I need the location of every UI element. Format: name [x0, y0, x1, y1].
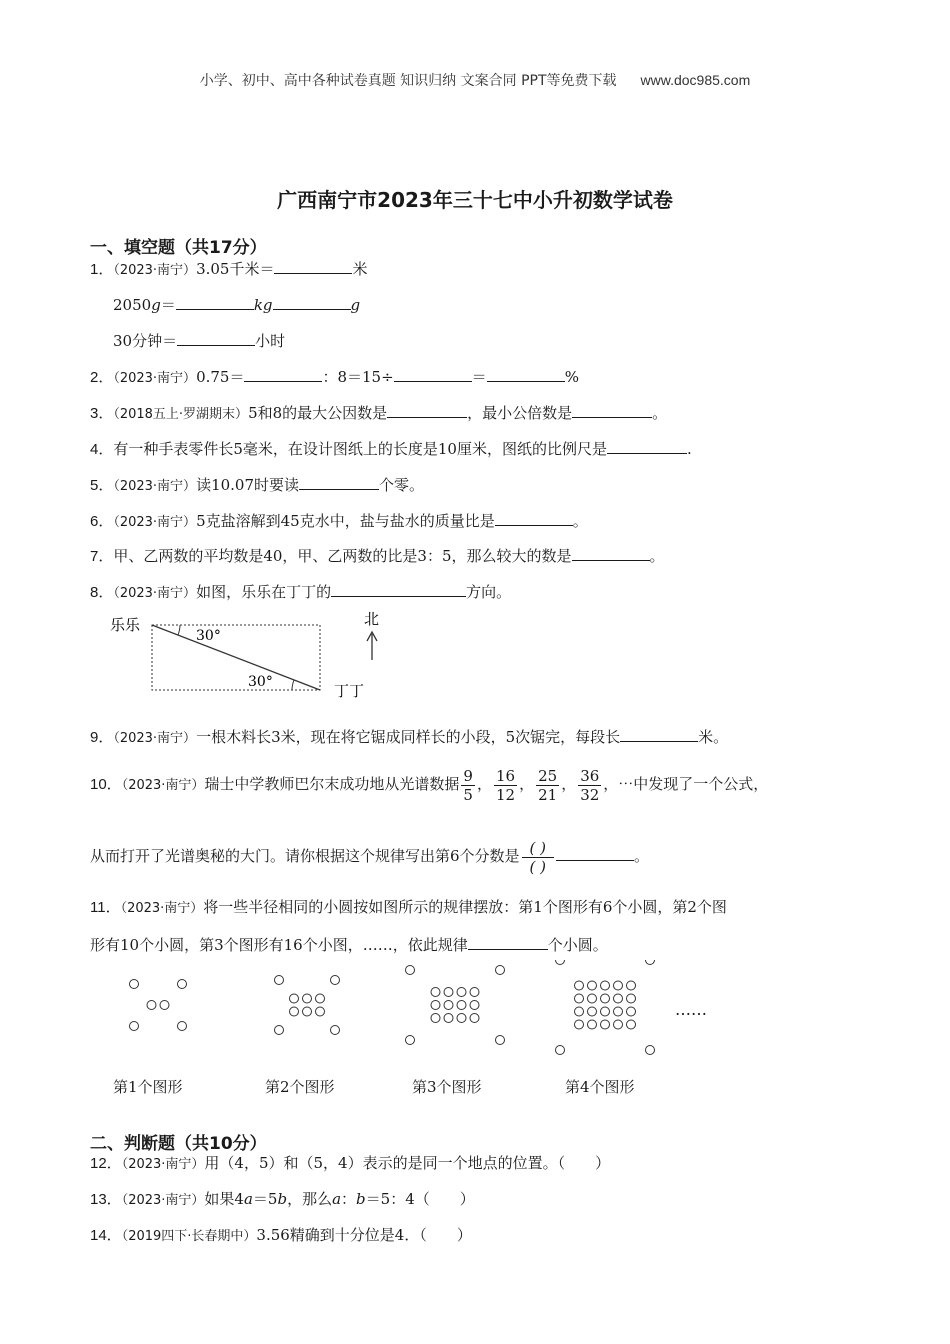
- q-source: （2019四下·长春期中）: [121, 1229, 257, 1244]
- question-12: [90, 1153, 610, 1175]
- corner-circle: [496, 1036, 505, 1045]
- inner-circle: [627, 1020, 636, 1029]
- inner-circle: [627, 994, 636, 1003]
- corner-circle: [646, 1046, 655, 1055]
- angle-arc-bottom: [292, 680, 294, 690]
- denominator: 5: [463, 785, 473, 804]
- inner-circle: [470, 988, 479, 997]
- q-text: ，: [476, 775, 492, 793]
- answer-blank[interactable]: [177, 330, 255, 346]
- inner-circle: [601, 994, 610, 1003]
- page-header: [0, 70, 950, 90]
- denominator: 32: [580, 785, 600, 804]
- question-9: [90, 726, 728, 749]
- fraction-answer[interactable]: [522, 839, 554, 876]
- header-text: 小学、初中、高中各种试卷真题 知识归纳 文案合同 PPT等免费下载: [199, 73, 617, 89]
- question-11: [90, 897, 727, 919]
- question-1: [90, 258, 367, 281]
- corner-circle: [331, 976, 340, 985]
- answer-blank[interactable]: [468, 934, 548, 950]
- question-10-line-2: [90, 836, 649, 876]
- numerator: 36: [580, 766, 600, 785]
- q-text: ，⋯中发现了一个公式，: [603, 775, 769, 793]
- answer-blank[interactable]: [620, 726, 698, 742]
- angle-arc-top: [178, 625, 180, 635]
- q-text: b: [356, 1190, 366, 1208]
- inner-circle: [588, 1007, 597, 1016]
- q-text: 5和8的最大公因数是: [248, 404, 388, 422]
- inner-circle: [444, 1001, 453, 1010]
- inner-circle: [303, 1007, 312, 1016]
- q-source: （2023·南宁）: [113, 263, 197, 278]
- inner-circle: [444, 988, 453, 997]
- figure-label-2: 第2个图形: [265, 1078, 335, 1096]
- inner-circle: [290, 994, 299, 1003]
- fraction: [494, 767, 517, 804]
- inner-circle: [444, 1014, 453, 1023]
- q-number: 5．: [90, 477, 114, 494]
- q-text: 方向。: [466, 583, 512, 601]
- question-10: [90, 764, 768, 806]
- q-text: 5克盐溶解到45克水中，盐与盐水的质量比是: [196, 512, 495, 530]
- q-number: 3．: [90, 405, 114, 422]
- q-number: 2．: [90, 369, 114, 386]
- question-13: [90, 1189, 475, 1211]
- label-north: 北: [364, 610, 380, 628]
- q-text: ＝5：4（ ）: [365, 1190, 475, 1208]
- q-text: 个小圆。: [547, 936, 608, 954]
- answer-blank[interactable]: [299, 474, 379, 490]
- question-6: [90, 510, 588, 533]
- inner-circle: [588, 981, 597, 990]
- q-number: 1．: [90, 261, 114, 278]
- diagonal-line: [152, 625, 320, 690]
- answer-blank[interactable]: [394, 366, 472, 382]
- fraction: [461, 767, 475, 804]
- q-source: （2023·南宁）: [113, 731, 197, 746]
- figure-label-4: 第4个图形: [565, 1078, 635, 1096]
- question-7: [90, 545, 665, 567]
- q-text: 米: [352, 260, 368, 278]
- answer-blank[interactable]: [556, 845, 634, 861]
- q-number: 6．: [90, 513, 114, 530]
- circle-pattern-figure: [100, 960, 720, 1065]
- q-source: （2023·南宁）: [113, 515, 197, 530]
- q-number: 12．: [90, 1155, 122, 1172]
- q-text: 个零。: [379, 476, 425, 494]
- label-dingding: 丁丁: [334, 682, 365, 700]
- q-number: 4．: [90, 441, 114, 458]
- numerator: 9: [463, 766, 473, 785]
- q-text: a: [332, 1190, 342, 1208]
- corner-circle: [130, 980, 139, 989]
- q-text: 形有10个小圆，第3个图形有16个小图，……，依此规律: [90, 936, 468, 954]
- q-text: ＝5: [252, 1190, 278, 1208]
- q-text: 。: [649, 547, 665, 565]
- inner-circle: [316, 994, 325, 1003]
- inner-circle: [457, 988, 466, 997]
- q-text: 将一些半径相同的小圆按如图所示的规律摆放：第1个图形有6个小圆，第2个图: [203, 898, 727, 916]
- inner-circle: [575, 981, 584, 990]
- answer-blank[interactable]: [176, 294, 254, 310]
- inner-circle: [290, 1007, 299, 1016]
- corner-circle: [275, 976, 284, 985]
- direction-figure: [108, 608, 398, 703]
- inner-circle: [601, 981, 610, 990]
- q-text: %: [564, 368, 579, 386]
- q-source: （2023·南宁）: [113, 479, 197, 494]
- section-fill-in: 一、填空题（共17分）: [90, 238, 267, 258]
- q-source: （2018五上·罗湖期末）: [113, 407, 249, 422]
- question-1-line-3: [113, 330, 285, 351]
- inner-circle: [147, 1001, 156, 1010]
- q-text: 0.75＝: [196, 368, 245, 386]
- question-11-line-2: [90, 934, 608, 955]
- inner-circle: [627, 981, 636, 990]
- denominator: ( ): [529, 857, 547, 876]
- label-angle-2: 30°: [248, 674, 273, 690]
- numerator: 16: [495, 766, 516, 785]
- answer-blank[interactable]: [387, 402, 467, 418]
- inner-circle: [470, 1001, 479, 1010]
- q-number: 14．: [90, 1227, 122, 1244]
- q-text: 一根木料长3米，现在将它锯成同样长的小段，5次锯完，每段长: [196, 728, 621, 746]
- q-number: 11．: [90, 899, 121, 916]
- q-number: 8．: [90, 584, 114, 601]
- q-source: （2023·南宁）: [121, 778, 205, 793]
- q-source: （2023·南宁）: [120, 901, 204, 916]
- answer-blank[interactable]: [572, 402, 652, 418]
- answer-blank[interactable]: [274, 258, 352, 274]
- inner-circle: [431, 1014, 440, 1023]
- inner-circle: [614, 981, 623, 990]
- answer-blank[interactable]: [572, 545, 650, 561]
- inner-circle: [588, 1020, 597, 1029]
- answer-blank[interactable]: [607, 438, 687, 454]
- inner-circle: [457, 1014, 466, 1023]
- q-text: ，最小公倍数是: [467, 404, 573, 422]
- q-number: 9．: [90, 729, 114, 746]
- header-site: www.doc985.com: [640, 72, 751, 88]
- inner-circle: [601, 1007, 610, 1016]
- question-4: [90, 438, 692, 460]
- inner-circle: [457, 1001, 466, 1010]
- q-text: 如图，乐乐在丁丁的: [196, 583, 332, 601]
- q-text: g: [350, 296, 361, 314]
- q-number: 7．: [90, 548, 114, 565]
- q-text: ，: [561, 775, 577, 793]
- q-text: 小时: [255, 332, 286, 350]
- inner-circle: [614, 1020, 623, 1029]
- q-text: 读10.07时要读: [196, 476, 300, 494]
- q-text: 2050: [113, 296, 152, 314]
- q-text: 如果4: [204, 1190, 244, 1208]
- q-source: （2023·南宁）: [113, 586, 197, 601]
- q-text: kg: [253, 296, 273, 314]
- fraction: [578, 767, 601, 804]
- answer-blank[interactable]: [331, 581, 466, 597]
- q-text: ＝: [160, 296, 176, 314]
- inner-circle: [431, 988, 440, 997]
- q-text: ，那么: [287, 1190, 333, 1208]
- inner-circle: [316, 1007, 325, 1016]
- figure-label-1: 第1个图形: [113, 1078, 183, 1096]
- q-text: 用（4，5）和（5，4）表示的是同一个地点的位置。（ ）: [204, 1154, 611, 1172]
- q-text: ＝: [471, 368, 487, 386]
- q-text: .: [686, 440, 692, 458]
- q-text: 3.05千米＝: [196, 260, 275, 278]
- q-text: ：: [341, 1190, 357, 1208]
- answer-blank[interactable]: [273, 294, 351, 310]
- question-3: [90, 402, 667, 425]
- fraction: [536, 767, 559, 804]
- inner-circle: [575, 994, 584, 1003]
- pattern-ellipsis: ……: [675, 1000, 707, 1019]
- inner-circle: [160, 1001, 169, 1010]
- corner-circle: [275, 1026, 284, 1035]
- answer-blank[interactable]: [495, 510, 573, 526]
- corner-circle: [130, 1022, 139, 1031]
- q-text: g: [151, 296, 161, 314]
- inner-circle: [303, 994, 312, 1003]
- inner-circle: [575, 1020, 584, 1029]
- corner-circle: [556, 1046, 565, 1055]
- denominator: 21: [538, 785, 558, 804]
- numerator: 25: [538, 766, 558, 785]
- question-14: [90, 1225, 472, 1247]
- label-lele: 乐乐: [110, 616, 141, 634]
- denominator: 12: [495, 785, 516, 804]
- q-text: 甲、乙两数的平均数是40，甲、乙两数的比是3：5，那么较大的数是: [113, 547, 572, 565]
- inner-circle: [431, 1001, 440, 1010]
- q-source: （2023·南宁）: [121, 1157, 205, 1172]
- q-text: b: [277, 1190, 288, 1208]
- corner-circle: [496, 966, 505, 975]
- q-text: ：8＝15÷: [322, 368, 394, 386]
- q-text: 。: [572, 512, 588, 530]
- inner-circle: [614, 994, 623, 1003]
- answer-blank[interactable]: [487, 366, 565, 382]
- inner-circle: [575, 1007, 584, 1016]
- q-text: 有一种手表零件长5毫米，在设计图纸上的长度是10厘米，图纸的比例尺是: [113, 440, 607, 458]
- inner-circle: [614, 1007, 623, 1016]
- section-true-false: 二、判断题（共10分）: [90, 1134, 267, 1154]
- inner-circle: [627, 1007, 636, 1016]
- label-angle-1: 30°: [196, 628, 221, 644]
- q-text: a: [243, 1190, 253, 1208]
- answer-blank[interactable]: [244, 366, 322, 382]
- page-title: 广西南宁市2023年三十七中小升初数学试卷: [277, 188, 673, 212]
- q-text: 从而打开了光谱奥秘的大门。请你根据这个规律写出第6个分数是: [90, 847, 520, 865]
- numerator: ( ): [522, 839, 554, 858]
- q-source: （2023·南宁）: [113, 371, 197, 386]
- q-text: ，: [519, 775, 535, 793]
- corner-circle: [331, 1026, 340, 1035]
- figure-label-3: 第3个图形: [412, 1078, 482, 1096]
- q-text: 。: [634, 847, 650, 865]
- q-text: 米。: [698, 728, 729, 746]
- inner-circle: [588, 994, 597, 1003]
- q-number: 10．: [90, 776, 122, 793]
- corner-circle: [556, 960, 565, 965]
- q-text: 。: [652, 404, 668, 422]
- q-source: （2023·南宁）: [121, 1193, 205, 1208]
- q-number: 13．: [90, 1191, 122, 1208]
- question-8: [90, 581, 511, 604]
- q-text: 瑞士中学教师巴尔末成功地从光谱数据: [204, 775, 460, 793]
- question-5: [90, 474, 424, 497]
- q-text: 3.56精确到十分位是4．（ ）: [256, 1226, 472, 1244]
- question-1-line-2: [113, 294, 360, 315]
- corner-circle: [646, 960, 655, 965]
- question-2: [90, 366, 579, 389]
- corner-circle: [406, 1036, 415, 1045]
- inner-circle: [470, 1014, 479, 1023]
- q-text: 30分钟＝: [113, 332, 178, 350]
- corner-circle: [406, 966, 415, 975]
- corner-circle: [178, 980, 187, 989]
- corner-circle: [178, 1022, 187, 1031]
- inner-circle: [601, 1020, 610, 1029]
